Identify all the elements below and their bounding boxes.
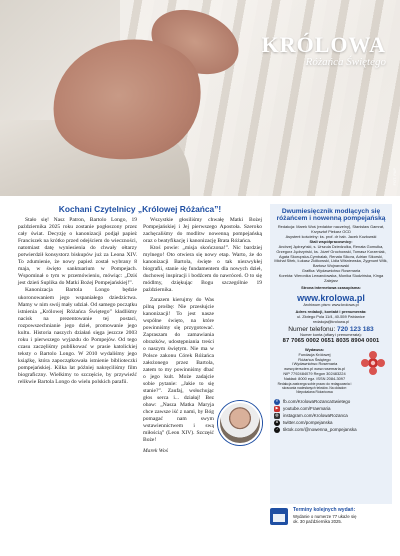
next-issue-line: Wydanie o numerze 77 ukaże się <box>293 513 357 519</box>
rosemaria-logo-icon <box>358 348 388 378</box>
author-block <box>143 297 262 445</box>
masthead-info-box <box>270 204 392 504</box>
author-portrait <box>218 401 262 445</box>
social-link-text: youtube.com/Fraemaria <box>283 406 331 412</box>
next-issue-title: Terminy kolejnych wydań: <box>293 507 356 513</box>
twitter-icon: X <box>275 420 279 425</box>
paragraph: Stało się! Nasz Patron, Bartolo Longo, 19 października 2025 roku zostanie pogłoszony przez cały świat. Decyzję o kanonizacji podjął papież Franciszek na krótko przed odejściem do wieczności, natomiast datę wyniesienia do chwały ołtarzy potwierdził konsystorz biskupów już za Leona XIV. To zdumienie, że nowy papież został wybrany 8 maja, w święto sanktuarium w Pompejach. Wspominał o tym w przemówieniu, mówiąc: „Dziś jest dzień Suplika do Matki Bożej Pompejańskiej!”. <box>18 217 137 287</box>
staff-line: Korekta: Weronika Lewandowska, Monika Siudzińska, Kinga Zalejarz <box>278 273 384 284</box>
next-issue-line: ok. 30 października 2025. <box>293 519 342 525</box>
next-issue-text <box>293 508 357 525</box>
phone-label: Numer telefonu: <box>288 325 336 333</box>
social-tiktok[interactable] <box>274 426 388 433</box>
next-issue-note <box>270 508 392 525</box>
social-link-text: fb.com/KrolowaRozancaSwietego <box>283 399 351 405</box>
facebook-icon: f <box>274 399 280 405</box>
email-link[interactable]: redakcja@krolowa.pl <box>312 318 350 324</box>
address-block <box>274 310 388 325</box>
website-label: Strona internetowa czasopisma: <box>301 285 361 291</box>
masthead <box>262 32 386 68</box>
paragraph: Ktoś powie: „misja skończona!”. Nic bardziej mylnego! Oto otwiera się nowy etap. Warto, że do kanonizacji Bartola, święte o tak niezwykłej biografii, stanie się fundamentem dla nowych dzieł, duchowej inspiracji i bodźcem do nawróceń. O to się módlmy, dziękując Bogu szczególnie 19 października. <box>143 245 262 294</box>
staff-line: Grafika: Wydawnictwo Rosemaria <box>301 268 361 274</box>
social-link-text: tiktok.com/@nowenna_pompejanska <box>283 427 357 433</box>
social-link-text: instagram.com/KrolowaRozanca <box>283 413 348 419</box>
publisher-block <box>274 348 388 394</box>
instagram-icon: ◎ <box>275 413 279 418</box>
staff-line: Stali współpracownicy: <box>309 238 353 244</box>
social-youtube[interactable] <box>274 405 388 412</box>
publisher-line: Fundacja Królowej <box>298 351 331 357</box>
editorial-column-1 <box>18 217 137 455</box>
social-facebook[interactable] <box>274 398 388 405</box>
publisher-label: Wydawca: <box>305 346 324 352</box>
address-line: ul. Złotego Pola 11/4, 40-559 Pabianice <box>297 313 365 319</box>
website-link[interactable]: www.krolowa.pl <box>297 293 365 304</box>
phone-number[interactable]: 720 123 183 <box>337 325 374 333</box>
cover-photo <box>0 0 400 196</box>
staff-list <box>274 225 388 284</box>
calendar-icon <box>270 508 288 525</box>
publisher-line: i Wydawnictwo Rosemaria <box>291 361 338 367</box>
paragraph: Kanonizacja Bartola Longo będzie ukoronowaniem jego wspaniałego dziedzictwa. Mamy w nim swój mały udział. Od samego początku istnienia „Królowej Różańca Świętego” kładliśmy nacisk na prezentowanie tej postaci, rozpowszechnianie jego dzieł, promowanie jego kultu. Historia naszych działań sięga jeszcze 2003 roku i pierwszego wyjazdu do Pompejów. Od tego czasu zaczęliśmy publikować w prasie katolickiej teksty o Bartolo Longo. W 2010 wydaliśmy jego książkę, która zapoczątkowała istnienie biblioteczki pompejańskiej. Kilka lat później nakręciliśmy film biograficzny. Wielkimy to szczęście, by przywieźć relikwie Bartola Longo do wielu polskich parafii. <box>18 287 137 386</box>
staff-line: Redakcja: Marek Woś (redaktor naczelny), Stanisław Gamrat, Krzysztof Piekarz OCD <box>277 223 385 234</box>
staff-line: Andrzej Jędrzyński, s. Urszula Dziedzulka, Renata Gomułka, Grzegorz Jędrzyński, ks. Józef Grochowski, Tomasz Korzeniak, Agata Skorupska-Cymbalak, Renata Sikora, Adrian Sikorski, Michał Sitek, Łukasz Ziółkowski, Lidia Wiśniewska, Zygmunt Wilk, Bartosz Wojnarowski <box>274 243 388 269</box>
social-link-text: twitter.com/pompejanska <box>283 420 333 426</box>
youtube-icon: ▶ <box>275 406 279 411</box>
account-label: Numer konta (ofiary i prenumerata): <box>300 331 362 337</box>
paragraph: Wszystkie głosiliśmy chwałę Matki Bożej Pompejańskiej i Jej pierwszego Apostoła. Szeroko zachęcaliśmy do modlitw nowenną pompejańską oraz o beatyfikację i kanonizację Brata Różańca. <box>143 217 262 245</box>
info-heading: Dwumiesięcznik modlących się różańcem i nowenną pompejańską <box>276 208 386 223</box>
editorial-column-2 <box>143 217 262 455</box>
archive-line: Archiwum pism: www.krolowa.pl <box>303 302 359 308</box>
masthead-title: KRÓLOWA <box>261 32 386 57</box>
paragraph: Zarazem kierujmy do Was pilną prośbę: Nie przesłujcie kanonizacji! To jest nasze wspólne święto, na które powinniśmy się przygotować. Zapraszam do zamawiania obrazków, udostępniania treści o naszym świętym. Nie ma w Polsce zakonu Córek Różańca założonego przez Bartola, zatem to my powinniśmy dbać o jego kult. Może zadajcie sobie pytanie: „Jakie to się stanie?”. Zaufaj, wsłuchując głos serca i... działaj! Bez obaw: „Nasza Matka Maryja chce zawsze iść z nami, by Bóg pomagać nam swym wstawiennictwem i swą miłością” (Leon XIV). Szczęść Boże! <box>143 296 214 444</box>
editorial <box>18 204 262 455</box>
editorial-title: Kochani Czytelnicy „Królowej Różańca”! <box>58 204 222 214</box>
publisher-text <box>274 348 355 394</box>
photo-credit: FOT. PAP <box>392 168 397 186</box>
social-twitter[interactable] <box>274 419 388 426</box>
publisher-line: Różańca Świętego <box>298 356 331 362</box>
publisher-line: Nakład: 8000 egz. ISSN 2084-3097 <box>283 376 346 382</box>
publisher-line: NIP 7792484079 Regon 302483224 <box>283 371 346 377</box>
tiktok-icon: ♪ <box>274 427 280 433</box>
address-label: Adres redakcji, kontakt i prenumerata: <box>295 309 367 315</box>
social-instagram[interactable] <box>274 412 388 419</box>
account-number: 87 7065 0002 0651 8035 8904 0001 <box>282 337 380 344</box>
signature: Marek Woś <box>143 447 168 454</box>
social-links <box>274 398 388 433</box>
staff-line: Asystent kościelny: ks. prof. dr hab. Jacek Kozłowski <box>285 233 377 239</box>
publisher-line: Redakcja zastrzega sobie prawo do redagowania i skracania nadesłanych tekstów. Na okładce: Niepokalana Różańcowa <box>277 382 352 395</box>
masthead-subtitle: Różańca Świętego <box>305 56 386 68</box>
publisher-line: www.pierscien.pl www.rosemaria.pl <box>284 366 345 372</box>
